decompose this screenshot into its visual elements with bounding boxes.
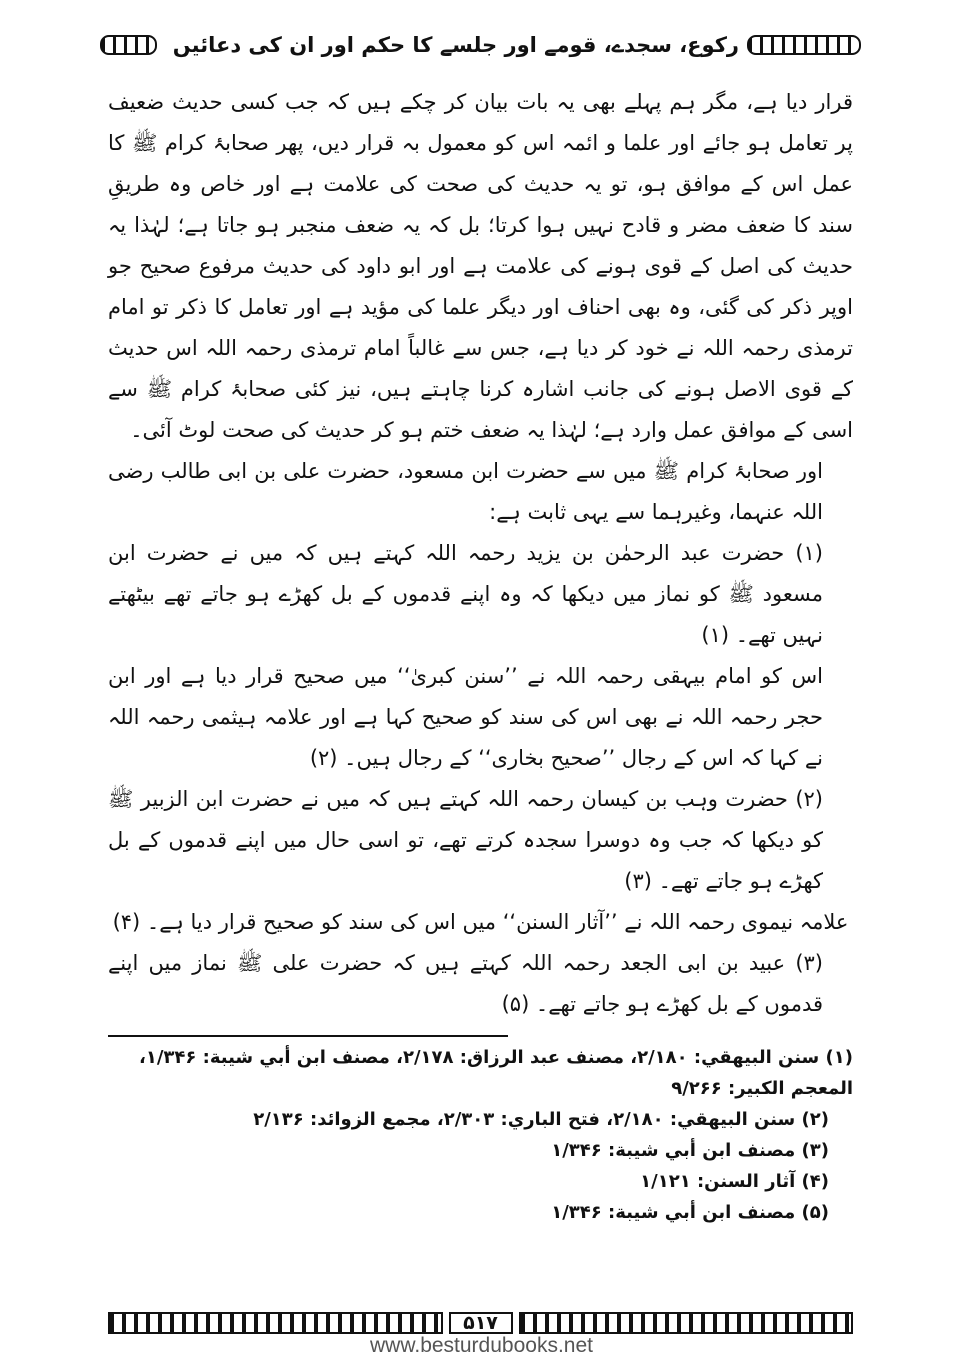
footnote-1: (۱) سنن البيهقي: ۲/۱۸۰، مصنف عبد الرزاق: ۲/۱۷۸، مصنف ابن أبي شيبة: ۱/۳۴۶، المعجم الكبير: ۹/۲۶۶	[138, 1047, 853, 1099]
paragraph-4: اس کو امام بیہقی رحمہ اللہ نے ’’سنن کبریٰ‘‘ میں صحیح قرار دیا ہے اور ابن حجر رحمہ اللہ نے بھی اس کی سند کو صحیح کہا ہے اور علامہ ہیثمی رحمہ اللہ نے کہا کہ اس کے رجال ’’صحیح بخاری‘‘ کے رجال ہیں۔ (۲)	[108, 664, 823, 770]
watermark-url: www.besturdubooks.net	[370, 1334, 593, 1357]
paragraph-6: علامہ نیموی رحمہ اللہ نے ’’آثار السنن‘‘ میں اس کی سند کو صحیح قرار دیا ہے۔ (۴)	[112, 910, 849, 934]
footnote-2: (۲) سنن البيهقي: ۲/۱۸۰، فتح الباري: ۲/۳۰۳، مجمع الزوائد: ۲/۱۳۶	[253, 1109, 829, 1130]
footnotes	[108, 1042, 853, 1228]
page-number: ۵۱۷	[449, 1312, 513, 1334]
footer-ornament-right	[519, 1312, 854, 1334]
header-ornament-left	[100, 35, 157, 55]
footnote-divider	[108, 1035, 508, 1037]
running-header	[100, 30, 861, 60]
paragraph-3: (۱) حضرت عبد الرحمٰن بن یزید رحمہ اللہ کہتے ہیں کہ میں نے حضرت ابن مسعود ﷺ کو نماز میں دیکھا کہ وہ اپنے قدموں کے بل کھڑے ہو جاتے تھے بیٹھتے نہیں تھے۔ (۱)	[108, 541, 823, 647]
paragraph-5: (۲) حضرت وہب بن کیسان رحمہ اللہ کہتے ہیں کہ میں نے حضرت ابن الزبیر ﷺ کو دیکھا کہ جب وہ دوسرا سجدہ کرتے تھے، تو اسی حال میں اپنے قدموں کے بل کھڑے ہو جاتے تھے۔ (۳)	[108, 787, 823, 893]
page-footer	[108, 1312, 853, 1334]
footnote-4: (۴) آثار السنن: ۱/۱۲۱	[640, 1171, 829, 1192]
footnote-3: (۳) مصنف ابن أبي شيبة: ۱/۳۴۶	[551, 1140, 829, 1161]
paragraph-1: قرار دیا ہے، مگر ہم پہلے بھی یہ بات بیان کر چکے ہیں کہ جب کسی حدیث ضعیف پر تعامل ہو جائے اور علما و ائمہ اس کو معمول بہ قرار دیں، پھر صحابۂ کرام ﷺ کا عمل اس کے موافق ہو، تو یہ حدیث کی صحت کی علامت ہے اور خاص وہ طریقِ سند کا ضعف مضر و قادح نہیں ہوا کرتا؛ بل کہ یہ ضعف منجبر ہو جاتا ہے؛ لہٰذا یہ حدیث کی اصل کے قوی ہونے کی علامت ہے اور ابو داود کی حدیث مرفوع صحیح جو اوپر ذکر کی گئی، وہ بھی احناف اور دیگر علما کی مؤید ہے اور تعامل کا ذکر تو امام ترمذی رحمہ اللہ نے خود کر دیا ہے، جس سے غالباً امام ترمذی رحمہ اللہ اس حدیث کے قوی الاصل ہونے کی جانب اشارہ کرنا چاہتے ہیں، نیز کئی صحابۂ کرام ﷺ سے اسی کے موافق عمل وارد ہے؛ لہٰذا یہ ضعف ختم ہو کر حدیث کی صحت لوٹ آئی۔	[108, 90, 853, 442]
paragraph-7: (۳) عبید بن ابی الجعد رحمہ اللہ کہتے ہیں کہ حضرت علی ﷺ نماز میں اپنے قدموں کے بل کھڑے ہو جاتے تھے۔ (۵)	[108, 951, 823, 1016]
footer-ornament-left	[108, 1312, 443, 1334]
footnote-5: (۵) مصنف ابن أبي شيبة: ۱/۳۴۶	[551, 1202, 829, 1223]
paragraph-2: اور صحابۂ کرام ﷺ میں سے حضرت ابن مسعود، حضرت علی بن ابی طالب رضی اللہ عنہما، وغیرہما سے یہی ثابت ہے:	[108, 459, 823, 524]
main-text	[108, 82, 853, 1025]
header-ornament-right	[747, 35, 861, 55]
chapter-title: رکوع، سجدے، قومے اور جلسے کا حکم اور ان کی دعائیں	[172, 33, 739, 57]
